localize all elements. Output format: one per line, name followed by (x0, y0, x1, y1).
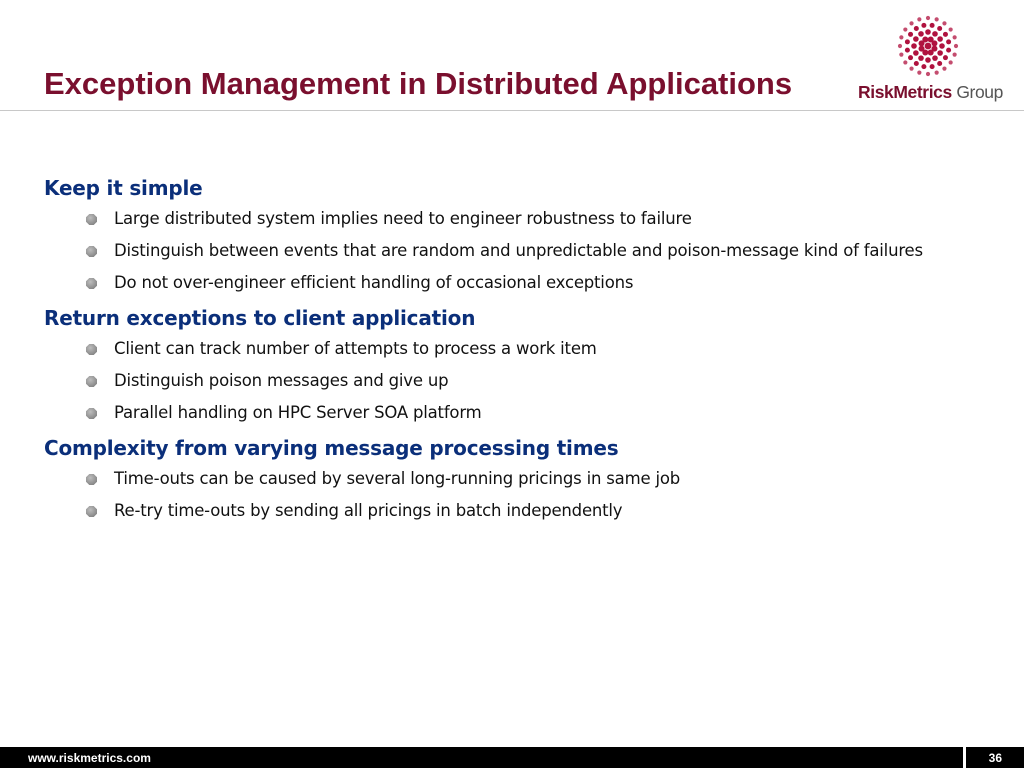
title-divider (0, 110, 1024, 111)
bullet-item (44, 369, 964, 393)
footer-bar (0, 747, 1024, 768)
bullet-text: Distinguish between events that are random and unpredictable and poison-message kind of failures (114, 241, 923, 260)
bullet-icon (86, 344, 97, 355)
bullet-list (44, 207, 964, 295)
bullet-icon (86, 506, 97, 517)
slide-body (44, 174, 964, 532)
logo-wordmark (858, 82, 1003, 103)
bullet-item (44, 499, 964, 523)
bullet-icon (86, 246, 97, 257)
bullet-item (44, 271, 964, 295)
bullet-icon (86, 474, 97, 485)
bullet-item (44, 207, 964, 231)
footer-url: www.riskmetrics.com (28, 751, 151, 765)
logo-brand-text: RiskMetrics (858, 82, 952, 102)
bullet-item (44, 337, 964, 361)
section (44, 304, 964, 425)
footer-divider (963, 747, 966, 768)
section-heading: Keep it simple (44, 176, 203, 200)
bullet-text: Large distributed system implies need to engineer robustness to failure (114, 209, 692, 228)
bullet-icon (86, 376, 97, 387)
riskmetrics-dot-star-icon (896, 14, 960, 78)
bullet-text: Do not over-engineer efficient handling of occasional exceptions (114, 273, 634, 292)
bullet-icon (86, 278, 97, 289)
bullet-list (44, 337, 964, 425)
bullet-icon (86, 214, 97, 225)
company-logo (858, 14, 1003, 104)
bullet-item (44, 239, 964, 263)
section (44, 174, 964, 295)
logo-group-text: Group (956, 82, 1003, 102)
bullet-text: Distinguish poison messages and give up (114, 371, 449, 390)
bullet-icon (86, 408, 97, 419)
section-heading: Complexity from varying message processing times (44, 436, 619, 460)
section-heading: Return exceptions to client application (44, 306, 476, 330)
bullet-text: Client can track number of attempts to process a work item (114, 339, 597, 358)
bullet-item (44, 467, 964, 491)
slide-title: Exception Management in Distributed Applications (44, 66, 793, 101)
bullet-text: Parallel handling on HPC Server SOA platform (114, 403, 482, 422)
bullet-list (44, 467, 964, 523)
section (44, 434, 964, 523)
bullet-text: Re-try time-outs by sending all pricings in batch independently (114, 501, 623, 520)
page-number: 36 (988, 751, 1002, 765)
bullet-text: Time-outs can be caused by several long-running pricings in same job (114, 469, 681, 488)
bullet-item (44, 401, 964, 425)
